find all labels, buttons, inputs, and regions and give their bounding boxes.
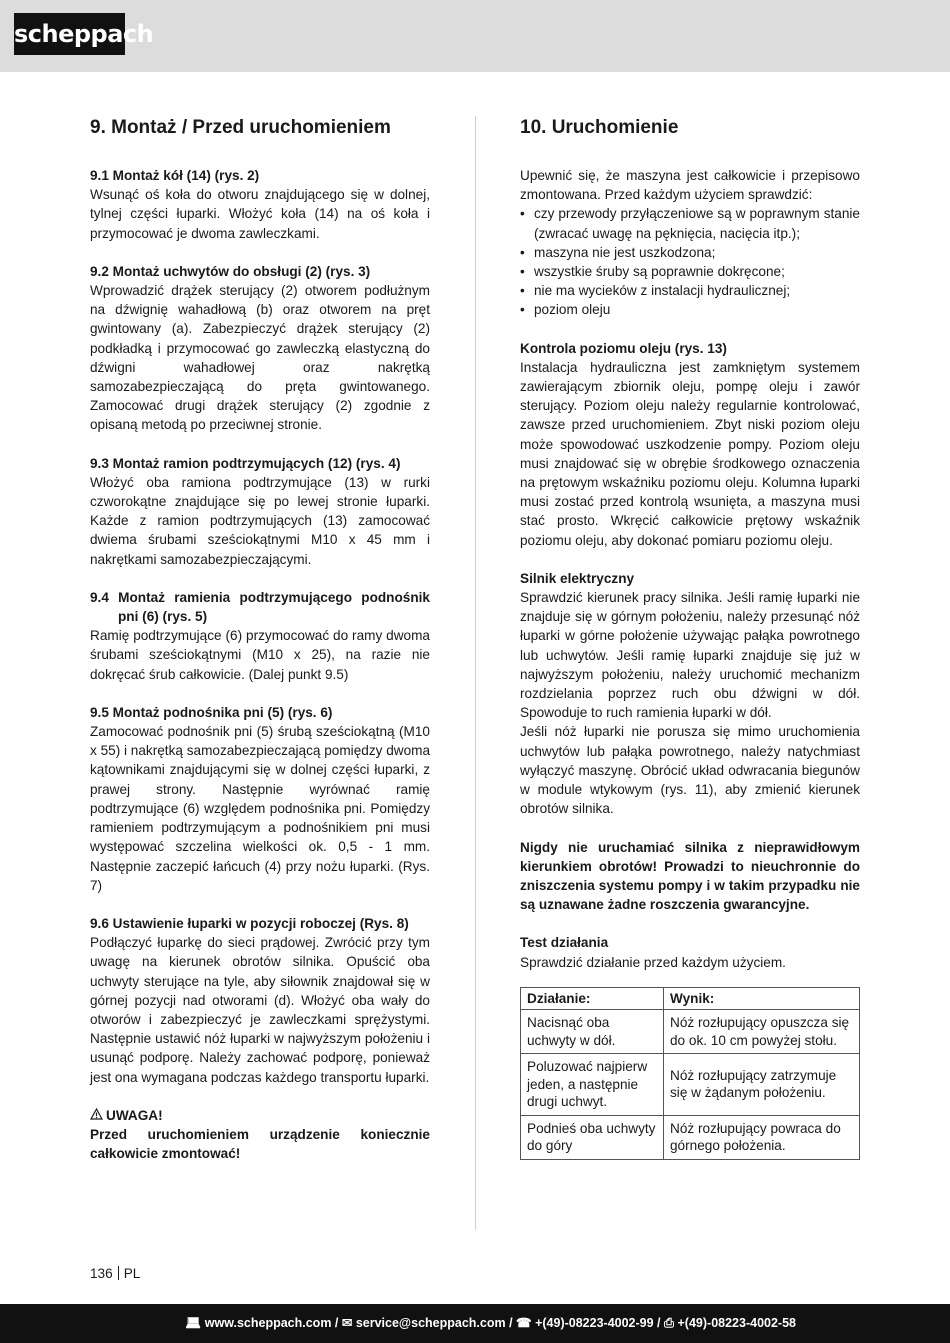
table-row — [521, 1010, 860, 1054]
column-divider — [475, 116, 476, 1230]
section-9-heading: 9. Montaż / Przed uruchomieniem — [90, 117, 391, 138]
section-9-1-text: Wsunąć oś koła do otworu znajdującego się w dolnej, tylnej części łuparki. Włożyć koła (14) na oś koła i przymocować je dwoma zawleczkami. — [90, 187, 430, 241]
warning-title: UWAGA! — [106, 1107, 163, 1123]
page-number-separator — [118, 1266, 119, 1280]
motor-section — [520, 569, 860, 819]
check-list — [520, 204, 860, 319]
section-9-5-title: 9.5 Montaż podnośnika pni (5) (rys. 6) — [90, 704, 333, 720]
section-9-4 — [90, 588, 430, 684]
mail-icon: ✉︎ — [341, 1316, 353, 1330]
function-test-section — [520, 933, 860, 971]
warning-block — [90, 1106, 430, 1164]
oil-level-title: Kontrola poziomu oleju (rys. 13) — [520, 340, 727, 356]
motor-text-1: Sprawdzić kierunek pracy silnika. Jeśli ramię łuparki nie znajduje się w górnym położeniu, należy przesunąć nóż łuparki w górne położenie używając pałąka powrotnego lub uchwytów. Jeśli ramię łuparki znajduje się już w najwyższym położeniu, należy uruchomić mechanizm rozdzielania poprzez ruch obu dźwigni w dół. Spowoduje to ruch ramienia łuparki w dół. — [520, 590, 860, 721]
footer-fax: +(49)-08223-4002-58 — [677, 1316, 796, 1330]
table-cell: Nóż rozłupujący zatrzymuje się w żądanym położeniu. — [664, 1054, 860, 1116]
function-test-text: Sprawdzić działanie przed każdym użyciem. — [520, 954, 786, 970]
footer-website[interactable]: www.scheppach.com — [204, 1316, 332, 1330]
phone-icon: ☎︎ — [516, 1316, 532, 1330]
section-10-intro — [520, 166, 860, 320]
oil-level-section — [520, 339, 860, 550]
header-bar — [0, 0, 950, 72]
list-item: • poziom oleju — [520, 300, 860, 319]
list-item: • wszystkie śruby są poprawnie dokręcone; — [520, 262, 860, 281]
section-9-6-title: 9.6 Ustawienie łuparki w pozycji roboczej (Rys. 8) — [90, 915, 409, 931]
page-language: PL — [123, 1266, 141, 1281]
section-9-1 — [90, 166, 430, 243]
table-row — [521, 1054, 860, 1116]
section-9-5-text: Zamocować podnośnik pni (5) śrubą sześciokątną (M10 x 55) i nakrętką samozabezpieczającą pomiędzy dwoma kątownikami znajdującymi się w dolnej części łuparki, z prawej strony. Następnie wyrównać ramię podtrzymujące (6) względem podnośnika pni. Pomiędzy ramieniem podtrzymującym a podnośnikiem pni musi występować szczelina wielkości ok. 0,5 - 1 mm. Następnie zaczepić łańcuch (4) przy nożu łuparki. (Rys. 7) — [90, 724, 431, 893]
right-column — [520, 116, 860, 1160]
section-9-2 — [90, 262, 430, 435]
table-header-cell: Wynik: — [664, 987, 860, 1010]
list-item: • maszyna nie jest uszkodzona; — [520, 243, 860, 262]
list-item: • nie ma wycieków z instalacji hydraulicznej; — [520, 281, 860, 300]
table-cell: Poluzować najpierw jeden, a następnie drugi uchwyt. — [521, 1054, 664, 1116]
footer-separator: / — [653, 1316, 664, 1330]
section-10-heading: 10. Uruchomienie — [520, 117, 679, 138]
section-9-2-title: 9.2 Montaż uchwytów do obsługi (2) (rys. 3) — [90, 263, 371, 279]
function-test-table — [520, 987, 860, 1160]
section-9-6 — [90, 914, 430, 1087]
scheppach-logo: scheppach — [14, 13, 125, 55]
footer-contact — [185, 1304, 796, 1343]
section-9-3-text: Włożyć oba ramiona podtrzymujące (13) w rurki czworokątne znajdujące się po lewej stronie łuparki. Każde z ramion podtrzymujących (13) zamocować dwiema śrubami sześciokątnymi M10 x 45 mm i nakrętkami samozabezpieczającymi. — [90, 474, 430, 567]
motor-text-2: Jeśli nóż łuparki nie porusza się mimo uruchomienia uchwytów lub pałąka powrotnego, należy natychmiast wyłączyć maszynę. Obrócić układ odwracania biegunów w module wtykowym (rys. 11), aby zmienić kierunek obrotów silnika. — [520, 724, 860, 817]
page-number-value: 136 — [90, 1266, 113, 1281]
warning-triangle-icon — [90, 1106, 106, 1125]
page-number — [90, 1266, 140, 1281]
function-test-title: Test działania — [520, 935, 609, 951]
table-cell: Nacisnąć oba uchwyty w dół. — [521, 1010, 664, 1054]
table-header-row — [521, 987, 860, 1010]
left-column — [90, 116, 430, 1182]
footer-bar — [0, 1304, 950, 1343]
table-cell: Podnieś oba uchwyty do góry — [521, 1115, 664, 1159]
computer-icon: 💻︎ — [185, 1316, 202, 1330]
warning-title-row — [90, 1106, 430, 1125]
section-9-5 — [90, 703, 430, 895]
warning-text: Przed uruchomieniem urządzenie koniecznie całkowicie zmontować! — [90, 1126, 430, 1162]
footer-separator: / — [505, 1316, 517, 1330]
section-9-3 — [90, 454, 430, 569]
footer-email[interactable]: service@scheppach.com — [355, 1316, 506, 1330]
section-9-4-title: 9.4 Montaż ramienia podtrzymującego podnośnik pni (6) (rys. 5) — [90, 589, 430, 625]
fax-icon: ⎙ — [664, 1316, 675, 1330]
section-9-1-title: 9.1 Montaż kół (14) (rys. 2) — [90, 168, 260, 183]
table-cell: Nóż rozłupujący opuszcza się do ok. 10 cm powyżej stołu. — [664, 1010, 860, 1054]
motor-warning-text: Nigdy nie uruchamiać silnika z nieprawidłowym kierunkiem obrotów! Prowadzi to nieuchronnie do zniszczenia systemu pompy i w takim przypadku nie są uznawane żadne roszczenia gwarancyjne. — [520, 839, 860, 913]
section-9-2-text: Wprowadzić drążek sterujący (2) otworem podłużnym na dźwignię wahadłową (b) oraz otworem na pręt gwintowany (a). Zabezpieczyć drążek sterujący (2) podkładką i przymocować go zawleczką elastyczną do dźwigni wahadłowej oraz nakrętką samozabezpieczającą do pręta gwintowanego. Zamocować drugi drążek sterujący (2) zgodnie z opisaną metodą po przeciwnej stronie. — [90, 283, 430, 433]
footer-separator: / — [331, 1316, 342, 1330]
oil-level-text: Instalacja hydrauliczna jest zamkniętym systemem zawierającym zbiornik oleju, pompę oleju i zawór sterujący. Poziom oleju należy regularnie kontrolować, zawsze przed uruchomieniem. Zbyt niski poziom oleju może spowodować uszkodzenie pompy. Poziom oleju musi znajdować się w obrębie środkowego oznaczenia na prętowym wskaźniku poziomu oleju. Kolumna łuparki musi zostać przed kontrolą wsunięta, a maszyna musi stać prosto. Wkręcić całkowicie prętowy wskaźnik poziomu oleju, aby dokonać pomiaru poziomu oleju. — [520, 359, 860, 548]
section-9-4-text: Ramię podtrzymujące (6) przymocować do ramy dwoma śrubami sześciokątnymi (M10 x 25), na razie nie dokręcać śrub całkowicie. (Dalej punkt 9.5) — [90, 628, 430, 682]
section-9-6-text: Podłączyć łuparkę do sieci prądowej. Zwrócić przy tym uwagę na kierunek obrotów silnika. Opuścić oba uchwyty sterujące na tyle, aby siłownik znajdował się w górnej pozycji nad otworami (d). Włożyć oba wały do otworów i zabezpieczyć je zawleczkami sprężystymi. Następnie ustawić nóż łuparki w najwyższym położeniu i usunąć podporę. Należy zachować podporę, ponieważ jest ona wymagana podczas każdego transportu łuparki. — [90, 935, 430, 1085]
intro-text: Upewnić się, że maszyna jest całkowicie i przepisowo zmontowana. Przed każdym użyciem sprawdzić: — [520, 168, 860, 203]
table-row — [521, 1115, 860, 1159]
motor-title: Silnik elektryczny — [520, 570, 635, 586]
section-9-3-title: 9.3 Montaż ramion podtrzymujących (12) (rys. 4) — [90, 455, 401, 471]
motor-warning-section — [520, 838, 860, 915]
table-cell: Nóż rozłupujący powraca do górnego położenia. — [664, 1115, 860, 1159]
footer-phone: +(49)-08223-4002-99 — [535, 1316, 654, 1330]
table-header-cell: Działanie: — [521, 987, 664, 1010]
list-item: • czy przewody przyłączeniowe są w poprawnym stanie (zwracać uwagę na pęknięcia, nacięcia itp.); — [520, 204, 860, 242]
